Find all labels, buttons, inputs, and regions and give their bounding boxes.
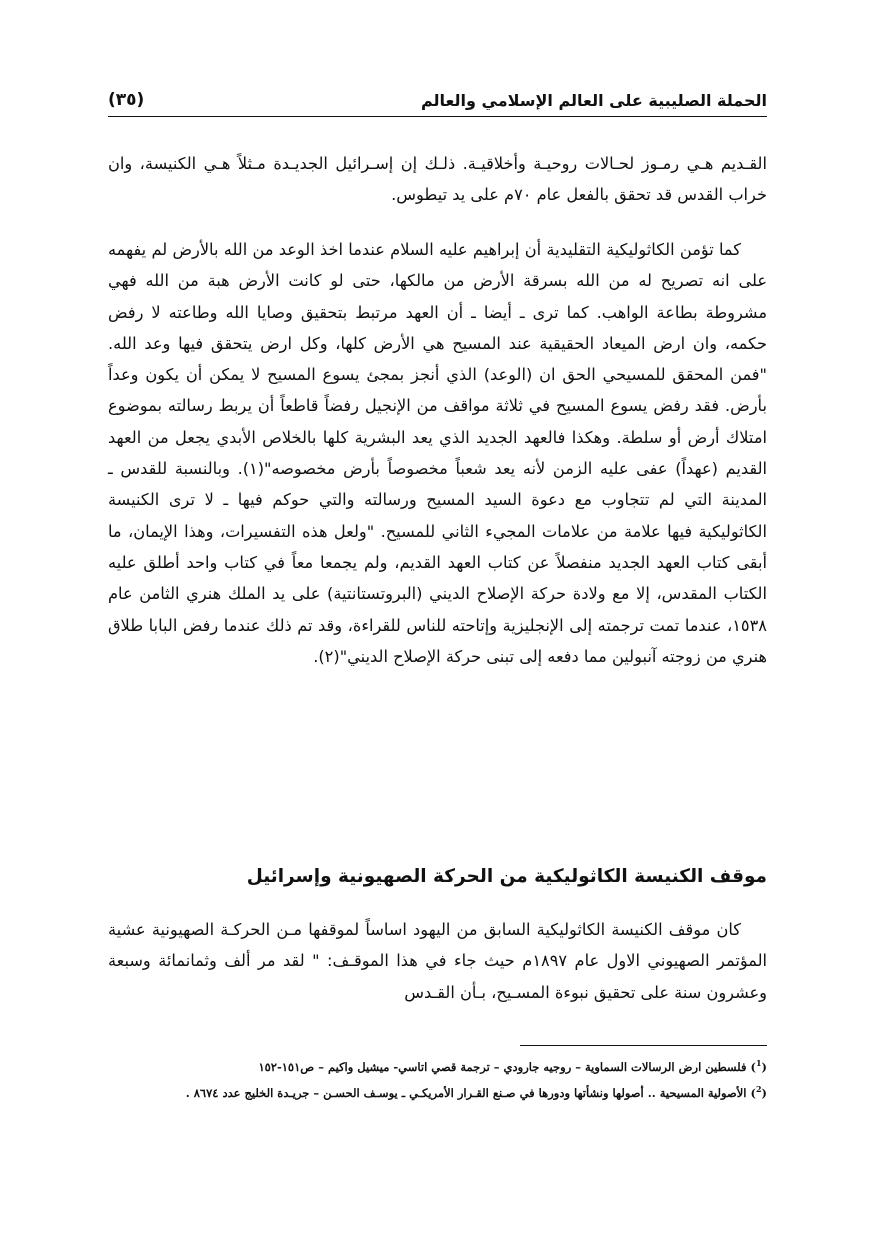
footnote-2-text: الأصولية المسيحية .. أصولها ونشأتها ودورها في صـنع القـرار الأمريكـي ـ يوسـف الحسـن – جريـدة الخليج عدد ٨٦٧٤ . (185, 1085, 747, 1100)
footnote-1-marker: ($^1$) (750, 1058, 767, 1074)
page-number: (٣٥) (108, 90, 145, 110)
footnote-1 (108, 1052, 767, 1078)
footnotes (108, 1052, 767, 1104)
footnote-separator (520, 1045, 767, 1046)
running-header (108, 86, 767, 117)
running-header-title: الحملة الصليبية على العالم الإسلامي والعالم (420, 91, 767, 110)
paragraph-2: كما تؤمن الكاثوليكية التقليدية أن إبراهيم عليه السلام عندما اخذ الوعد من الله بالأرض لم يفهمه على انه تصريح له من الله بسرقة الأرض من مالكها، حتى لو كانت الأرض هبة من الله فهي مشروطة بطاعة الواهب. كما ترى ـ أيضا ـ أن العهد مرتبط بتحقيق وصايا الله وطاعته لا رفض حكمه، وان ارض الميعاد الحقيقية عند المسيح هي الأرض كلها، وكل ارض يتحقق فيها وعد الله. "فمن المحقق للمسيحي الحق ان (الوعد) الذي أنجز بمجئ يسوع المسيح لا يمكن أن يكون وعداً بأرض. فقد رفض يسوع المسيح في ثلاثة مواقف من الإنجيل رفضاً قاطعاً أن يربط رسالته بموضوع امتلاك أرض أو سلطة. وهكذا فالعهد الجديد الذي يعد البشرية كلها بالخلاص الأبدي يجعل من العهد القديم (عهداً) عفى عليه الزمن لأنه يعد شعباً مخصوصاً بأرض مخصوصه"(١). وبالنسبة للقدس ـ المدينة التي لم تتجاوب مع دعوة السيد المسيح ورسالته والتي حوكم فيها ـ لا ترى الكنيسة الكاثوليكية فيها علامة من علامات المجيء الثاني للمسيح. "ولعل هذه التفسيرات، وهذا الإيمان، ما أبقى كتاب العهد الجديد منفصلاً عن كتاب العهد القديم، ولم يجمعا معاً في كتاب واحد أطلق عليه الكتاب المقدس، إلا مع ولادة حركة الإصلاح الديني (البروتستانتية) على يد الملك هنري الثامن عام ١٥٣٨، عندما تمت ترجمته إلى الإنجليزية وإتاحته للناس للقراءة، وقد تم ذلك عندما رفض البابا طلاق هنري من زوجته آنبولين مما دفعه إلى تبنى حركة الإصلاح الديني"(٢). (108, 240, 767, 666)
paragraph-3: كان موقف الكنيسة الكاثوليكية السابق من اليهود اساساً لموقفها مـن الحركـة الصهيونية عشية المؤتمر الصهيوني الاول عام ١٨٩٧م حيث جاء في هذا الموقـف: " لقد مر ألف وثمانمائة وسبعة وعشرون سنة على تحقيق نبوءة المسـيح، بـأن القـدس (108, 920, 768, 1002)
footnote-2 (108, 1078, 767, 1104)
footnote-2-marker: ($^2$) (750, 1083, 767, 1100)
section-heading: موقف الكنيسة الكاثوليكية من الحركة الصهيونية وإسرائيل (246, 866, 767, 887)
paragraph-1: القـديم هـي رمـوز لحـالات روحيـة وأخلاقيـة. ذلـك إن إسـرائيل الجديـدة مـثلاً هـي الكنيسة، وان خراب القدس قد تحقق بالفعل عام ٧٠م على يد تيطوس. (108, 154, 767, 205)
footnote-1-text: فلسطين ارض الرسالات السماوية – روجيه جارودي – ترجمة قصي اتاسي- ميشيل واكيم – ص١٥١-١٥٢ (258, 1059, 747, 1074)
